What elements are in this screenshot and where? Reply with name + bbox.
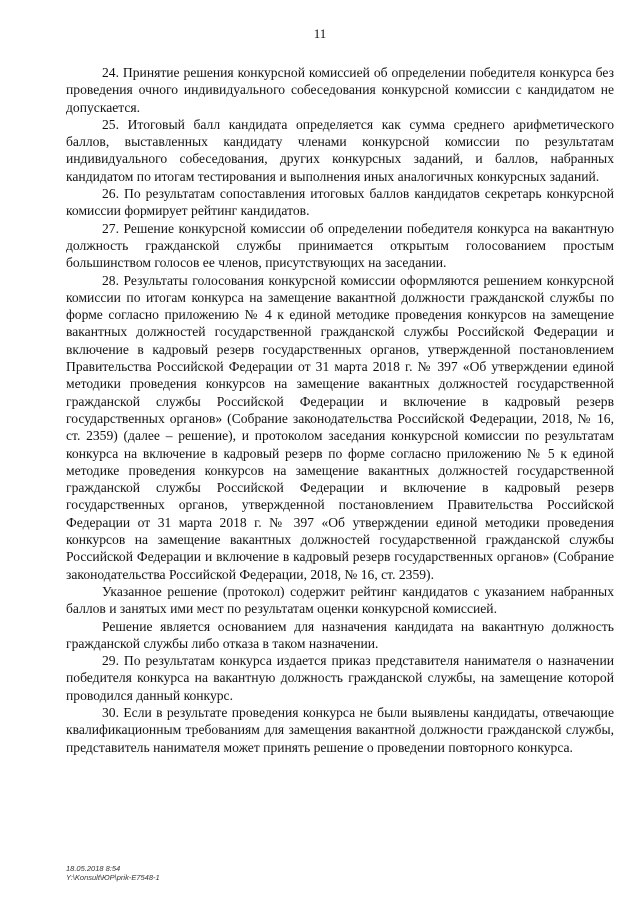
paragraph-29: 29. По результатам конкурса издается приказ представителя нанимателя о назначении победителя конкурса на вакантную должность гражданской службы, на замещение которой проводился данный конкурс. — [66, 653, 614, 703]
document-body — [66, 64, 614, 756]
paragraph-28: 28. Результаты голосования конкурсной комиссии оформляются решением конкурсной комиссии по итогам конкурса на замещение вакантной должности гражданской службы по форме согласно приложению № 4 к единой методике проведения конкурсов на замещение вакантных должностей государственной гражданской службы Российской Федерации и включение в кадровый резерв государственных органов, утвержденной постановлением Правительства Российской Федерации от 31 марта 2018 г. № 397 «Об утверждении единой методики проведения конкурсов на замещение вакантных должностей государственной гражданской службы Российской Федерации и включение в кадровый резерв государственных органов» (Собрание законодательства Российской Федерации, 2018, № 16, ст. 2359) (далее – решение), и протоколом заседания конкурсной комиссии по результатам конкурса на включение в кадровый резерв по форме согласно приложению № 5 к единой методике проведения конкурсов на замещение вакантных должностей государственной гражданской службы Российской Федерации и включение в кадровый резерв государственных органов, утвержденной постановлением Правительства Российской Федерации от 31 марта 2018 г. № 397 «Об утверждении единой методики проведения конкурсов на замещение вакантных должностей государственной гражданской службы Российской Федерации и включение в кадровый резерв государственных органов» (Собрание законодательства Российской Федерации, 2018, № 16, ст. 2359). — [66, 272, 614, 582]
footer-file-path: Y:\Konsult\ЮР\prik-E7548-1 — [66, 873, 160, 882]
paragraph-28-rating: Указанное решение (протокол) содержит рейтинг кандидатов с указанием набранных баллов и занятых ими мест по результатам оценки конкурсной комиссией. — [66, 583, 614, 617]
footer-date: 18.05.2018 8:54 — [66, 864, 121, 873]
page-number: 11 — [313, 26, 327, 41]
paragraph-26: 26. По результатам сопоставления итоговых баллов кандидатов секретарь конкурсной комиссии формирует рейтинг кандидатов. — [66, 186, 614, 219]
paragraph-24: 24. Принятие решения конкурсной комиссией об определении победителя конкурса без проведения очного индивидуального собеседования конкурсной комиссии с кандидатом не допускается. — [66, 65, 614, 115]
paragraph-25: 25. Итоговый балл кандидата определяется как сумма среднего арифметического баллов, выставленных кандидату членами конкурсной комиссии по результатам индивидуального собеседования, других конкурсных заданий, и баллов, набранных кандидатом по итогам тестирования и выполнения иных аналогичных конкурсных заданий. — [66, 116, 614, 184]
paragraph-30: 30. Если в результате проведения конкурса не были выявлены кандидаты, отвечающие квалификационным требованиям для замещения вакантной должности гражданской службы, представитель нанимателя может принять решение о проведении повторного конкурса. — [66, 704, 614, 755]
paragraph-27: 27. Решение конкурсной комиссии об определении победителя конкурса на вакантную должность гражданской службы принимается открытым голосованием простым большинством голосов ее членов, присутствующих на заседании. — [66, 220, 614, 271]
paragraph-28-basis: Решение является основанием для назначения кандидата на вакантную должность гражданской службы либо отказа в таком назначении. — [66, 618, 614, 651]
document-footer — [66, 864, 160, 882]
